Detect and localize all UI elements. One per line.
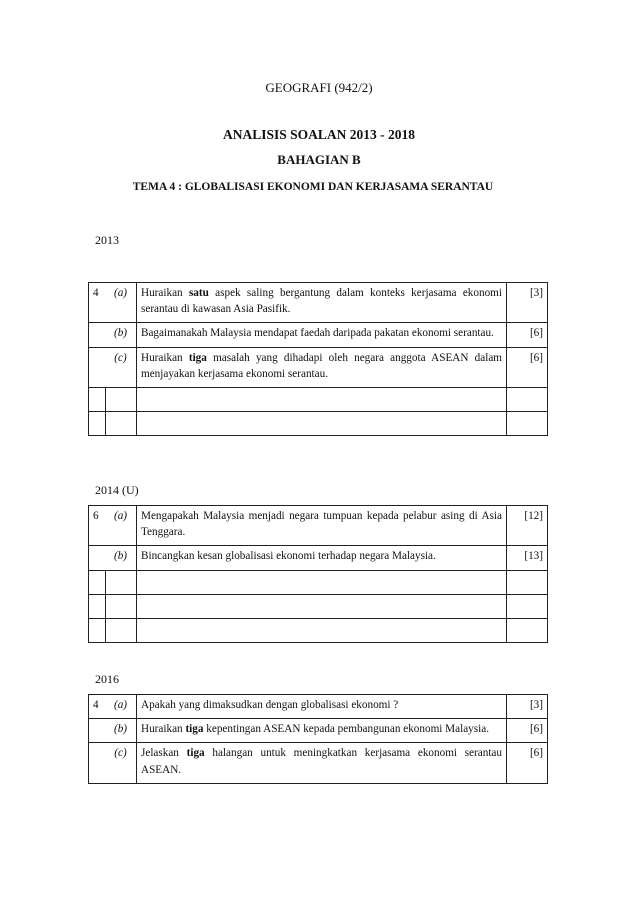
question-text: Huraikan tiga kepentingan ASEAN kepada pembangunan ekonomi Malaysia. (137, 719, 507, 743)
question-part: (b) (105, 546, 137, 570)
question-part: (a) (105, 506, 137, 546)
question-marks: [6] (507, 743, 548, 783)
question-marks: [13] (507, 546, 548, 570)
question-row (89, 546, 548, 570)
question-number (89, 743, 106, 783)
question-text: Bincangkan kesan globalisasi ekonomi terhadap negara Malaysia. (137, 546, 507, 570)
document-title: ANALISIS SOALAN 2013 - 2018 (222, 127, 416, 142)
question-number: 4 (89, 695, 106, 719)
question-text: Apakah yang dimaksudkan dengan globalisasi ekonomi ? (137, 695, 507, 719)
empty-row (89, 618, 548, 642)
empty-row (89, 412, 548, 436)
question-text: Mengapakah Malaysia menjadi negara tumpuan kepada pelabur asing di Asia Tenggara. (137, 506, 507, 546)
question-table-2013 (88, 282, 548, 436)
question-table-2014 (88, 505, 548, 643)
question-marks: [3] (507, 695, 548, 719)
question-row (89, 283, 548, 323)
question-marks: [6] (507, 719, 548, 743)
question-part: (b) (105, 719, 137, 743)
question-part: (c) (105, 743, 137, 783)
keyword: tiga (186, 747, 205, 760)
question-row (89, 719, 548, 743)
empty-row (89, 570, 548, 594)
keyword: tiga (188, 351, 207, 364)
question-row (89, 743, 548, 783)
theme-heading: TEMA 4 : GLOBALISASI EKONOMI DAN KERJASAMA SERANTAU (132, 181, 494, 193)
keyword: satu (188, 287, 209, 299)
year-label: 2014 (U) (95, 483, 139, 497)
question-part: (b) (105, 323, 137, 347)
question-text: Bagaimanakah Malaysia mendapat faedah daripada pakatan ekonomi serantau. (137, 323, 507, 347)
empty-row (89, 594, 548, 618)
question-text: Huraikan tiga masalah yang dihadapi oleh negara anggota ASEAN dalam menjayakan kerjasama ekonomi serantau. (137, 347, 507, 387)
question-row (89, 695, 548, 719)
question-marks: [3] (507, 283, 548, 323)
question-number (89, 323, 106, 347)
question-part: (a) (105, 283, 137, 323)
question-row (89, 506, 548, 546)
question-row (89, 323, 548, 347)
keyword: tiga (185, 723, 204, 736)
section-heading: BAHAGIAN B (277, 152, 361, 167)
year-label: 2013 (95, 233, 119, 247)
question-table-2016 (88, 694, 548, 784)
empty-row (89, 388, 548, 412)
question-number (89, 347, 106, 387)
question-marks: [12] (507, 506, 548, 546)
question-marks: [6] (507, 347, 548, 387)
question-number: 4 (89, 283, 106, 323)
question-text: Jelaskan tiga halangan untuk meningkatkan kerjasama ekonomi serantau ASEAN. (137, 743, 507, 783)
question-number (89, 546, 106, 570)
question-part: (c) (105, 347, 137, 387)
question-row (89, 347, 548, 387)
question-marks: [6] (507, 323, 548, 347)
question-text: Huraikan satu aspek saling bergantung dalam konteks kerjasama ekonomi serantau di kawasan Asia Pasifik. (137, 283, 507, 323)
question-number (89, 719, 106, 743)
question-part: (a) (105, 695, 137, 719)
question-number: 6 (89, 506, 106, 546)
year-label: 2016 (95, 672, 119, 686)
subject-heading: GEOGRAFI (942/2) (265, 80, 373, 95)
